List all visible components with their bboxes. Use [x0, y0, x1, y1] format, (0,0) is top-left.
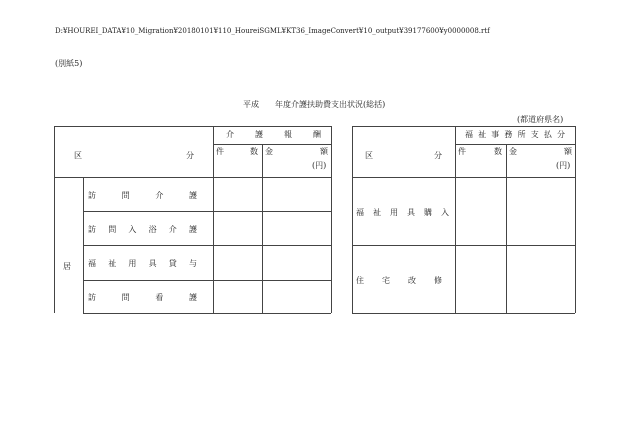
row-label: 訪 問 介 護 — [88, 191, 197, 200]
category-label: 分 — [186, 151, 194, 160]
row-label: 住 宅 改 修 — [356, 276, 442, 285]
count-header: 数 — [250, 147, 258, 156]
count-header: 件 — [216, 147, 224, 156]
count-header: 数 — [494, 147, 502, 156]
document-title: 平成 年度介護扶助費支出状況(総括) — [243, 100, 386, 109]
category-label: 区 — [74, 151, 82, 160]
annex-label: (別紙5) — [55, 59, 83, 68]
amount-header: 金 — [509, 147, 517, 156]
row-label: 福 祉 用 具 貸 与 — [88, 259, 197, 268]
yen-unit: (円) — [556, 161, 571, 170]
prefecture-label: (都道府県名) — [517, 115, 564, 124]
file-path: D:¥HOUREI_DATA¥10_Migration¥20180101¥110_HoureiSGML¥KT36_ImageConvert¥10_output¥39177600¥y0000008.rtf — [55, 27, 490, 35]
category-label: 区 — [365, 151, 373, 160]
count-header: 件 — [458, 147, 466, 156]
side-label: 居 — [63, 262, 71, 271]
group-header-care-fee: 介 護 報 酬 — [226, 130, 321, 139]
amount-header: 金 — [265, 147, 273, 156]
category-label: 分 — [434, 151, 442, 160]
row-label: 訪 問 看 護 — [88, 293, 197, 302]
amount-header: 額 — [564, 147, 572, 156]
group-header-welfare-office: 福 祉 事 務 所 支 払 分 — [465, 130, 565, 139]
row-label: 訪 問 入 浴 介 護 — [88, 225, 197, 234]
row-label: 福 祉 用 具 購 入 — [356, 208, 449, 217]
amount-header: 額 — [320, 147, 328, 156]
yen-unit: (円) — [312, 161, 327, 170]
